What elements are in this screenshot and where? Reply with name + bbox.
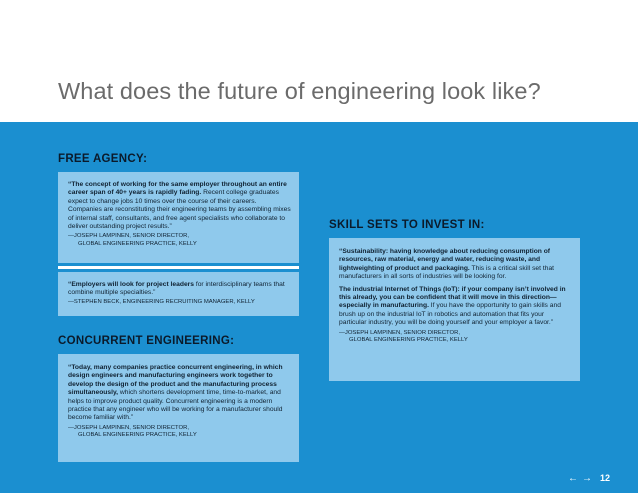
attribution-line-1: —JOSEPH LAMPINEN, SENIOR DIRECTOR, [68,424,189,431]
skill-sets-quote-2-text: If you have the opportunity to gain skills and brush up on the industrial IoT in robotics and automation that fits your particular industry, you will be doing yourself and your employer a favor.” [339,302,561,327]
page-navigation [568,473,596,484]
prev-page-icon[interactable]: ← [568,473,578,484]
skill-sets-heading: SKILL SETS TO INVEST IN: [329,219,485,231]
concurrent-heading: CONCURRENT ENGINEERING: [58,335,235,347]
free-agency-quote-2 [68,281,291,298]
page-number: 12 [600,473,611,483]
attribution-line-1: —JOSEPH LAMPINEN, SENIOR DIRECTOR, [339,329,460,336]
skill-sets-quote-2-bold: The industrial Internet of Things (IoT): if your company isn’t involved in this already, you can be confident that it will move in this direction—especially in manufacturing. [339,285,566,310]
attribution-line-2: GLOBAL ENGINEERING PRACTICE, KELLY [349,337,468,344]
free-agency-quote-1-attribution [68,233,291,248]
free-agency-quote-1 [68,181,291,231]
attribution-line-2: GLOBAL ENGINEERING PRACTICE, KELLY [78,241,197,248]
free-agency-quote-2-attribution: —STEPHEN BECK, ENGINEERING RECRUITING MANAGER, KELLY [68,298,255,305]
attribution-line-2: GLOBAL ENGINEERING PRACTICE, KELLY [78,432,197,439]
next-page-icon[interactable]: → [582,473,592,484]
free-agency-quote-box-2 [58,272,299,316]
free-agency-quote-2-bold: “Employers will look for project leaders [68,281,194,288]
free-agency-quote-1-text: Recent college graduates expect to change jobs 10 times over the course of their careers. Companies are reconstituting their engineering teams by assembling mixes of internal staff, consultants, and free agent specialists who collaborate to deliver outstanding project results.” [68,189,291,231]
attribution-line-1: —JOSEPH LAMPINEN, SENIOR DIRECTOR, [68,233,189,240]
concurrent-quote-bold: “Today, many companies practice concurrent engineering, in which design engineers and manufacturing engineers work together to develop the design of the product and the manufacturing process simultaneously, [68,364,283,397]
concurrent-quote [68,364,291,423]
skill-sets-quote-1-bold: “Sustainability: having knowledge about reducing consumption of resources, raw material, energy and water, reducing waste, and lightweighting of product and packaging. [339,248,551,272]
page-title: What does the future of engineering look like? [58,78,541,104]
concurrent-quote-text: which shortens development time, time-to-market, and helps to improve product quality. Concurrent engineering is a modern practice that any engineer who will be working for a manufacturer should become familiar with.” [68,389,283,422]
free-agency-quote-2-text: for interdisciplinary teams that combine multiple specialties.” [68,281,285,297]
concurrent-attribution [68,425,291,440]
skill-sets-quote-1-text: This is a critical skill set that manufacturers in all sorts of industries will be looking for. [339,264,555,281]
free-agency-divider [58,266,299,269]
skill-sets-quote-1 [339,248,572,282]
skill-sets-quote-box [329,238,580,381]
skill-sets-quote-2 [339,286,572,328]
free-agency-quote-1-bold: “The concept of working for the same employer throughout an entire career span of 40+ years is rapidly fading. [68,181,287,197]
concurrent-quote-box [58,354,299,462]
free-agency-quote-box-1 [58,172,299,263]
free-agency-heading: FREE AGENCY: [58,153,148,165]
skill-sets-attribution [339,330,572,345]
